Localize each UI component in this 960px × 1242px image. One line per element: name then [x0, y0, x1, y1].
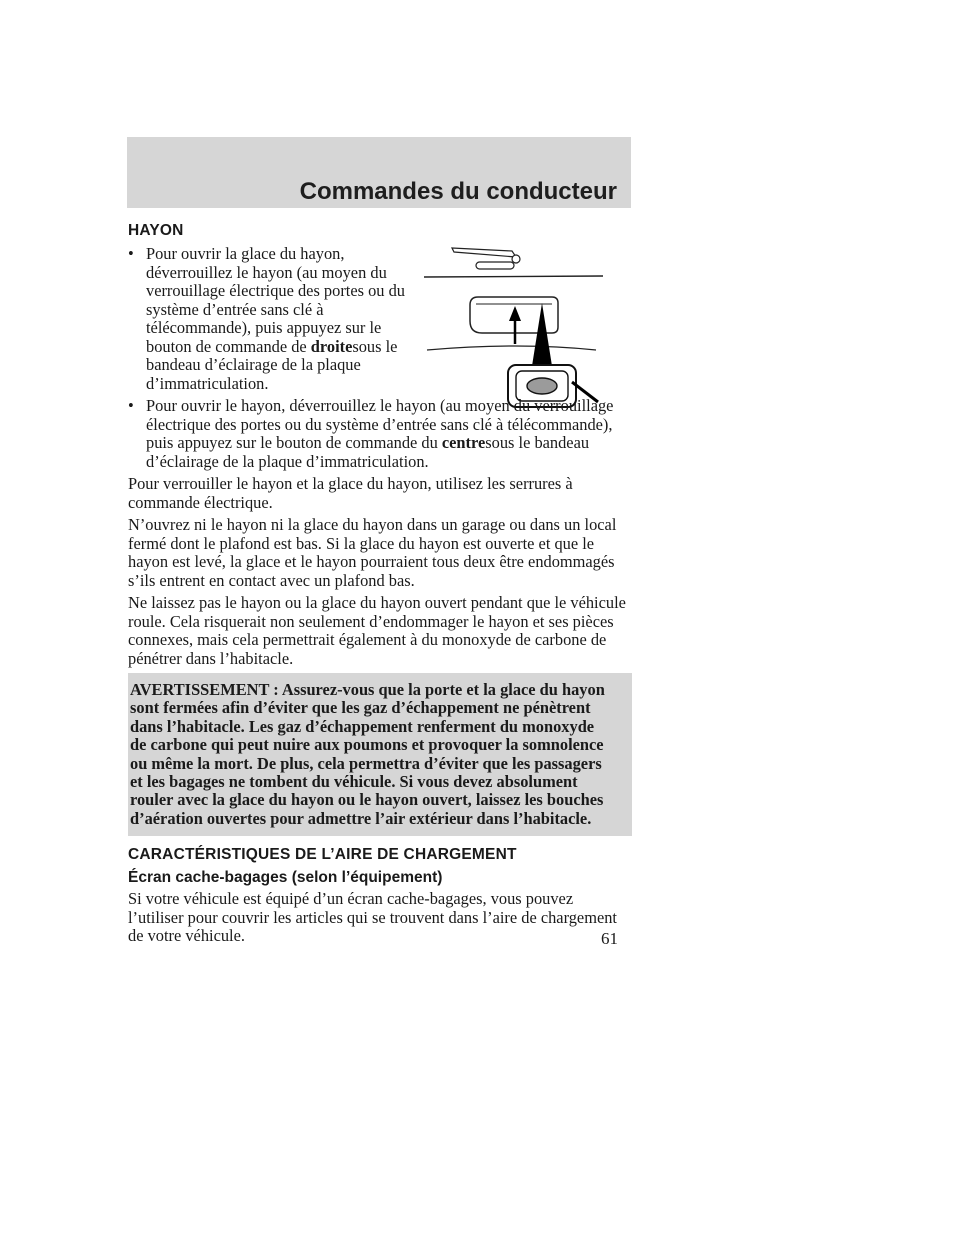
body-paragraph: Si votre véhicule est équipé d’un écran cache-bagages, vous pouvez l’utiliser pour couvrir les articles qui se trouvent dans l’aire de chargement de votre véhicule.: [128, 889, 617, 946]
bullet-item: [128, 397, 632, 471]
page-number: 61: [601, 929, 618, 948]
page-content: [128, 222, 632, 950]
bullet-text-end: sous le bandeau d’éclairage de la plaque d’immatriculation.: [146, 433, 590, 471]
bullet-text-end: sous le bandeau d’éclairage de la plaque d’immatriculation.: [146, 336, 398, 393]
bullet-text: Pour ouvrir la glace du hayon, déverrouillez le hayon (au moyen du verrouillage électrique des portes ou du système d’entrée sans clé à télécommande), puis appuyez sur le bouton de commande de: [146, 244, 405, 356]
body-paragraph: Ne laissez pas le hayon ou la glace du hayon ouvert pendant que le véhicule roule. Cela risquerait non seulement d’endommager le hayon et ses pièces connexes, mais cela permettrait également à du monoxyde de carbone de pénétrer dans l’habitacle.: [128, 593, 626, 668]
subheading-cargo-cover: Écran cache-bagages (selon l’équipement): [128, 869, 443, 887]
bullet-dot: •: [128, 396, 134, 415]
bullet-emphasis: centre: [441, 433, 486, 452]
bullet-emphasis: droite: [310, 336, 353, 356]
page-header-band: [127, 137, 631, 208]
page-header-title: Commandes du conducteur: [299, 178, 617, 205]
body-paragraph: N’ouvrez ni le hayon ni la glace du hayon dans un garage ou dans un local fermé dont le plafond est bas. Si la glace du hayon est ouverte et que le hayon est levé, la glace et le hayon pourraient tous deux être endommagés s’ils entrent en contact avec un plafond bas.: [128, 515, 617, 590]
warning-box: AVERTISSEMENT : Assurez-vous que la porte et la glace du hayon sont fermées afin d’éviter que les gaz d’échappement ne pénètrent dans l’habitacle. Les gaz d’échappement renferment du monoxyde de carbone qui peut nuire aux poumons et provoquer la somnolence ou même la mort. De plus, cela permettra d’éviter que les passagers et les bagages ne tombent du véhicule. Si vous devez absolument rouler avec la glace du hayon ou le hayon ouvert, laissez les bouches d’aération ouvertes pour admettre l’air extérieur dans l’habitacle.: [128, 673, 632, 836]
section-heading-hayon: HAYON: [128, 222, 184, 239]
bullet-item: [128, 245, 408, 393]
bullet-dot: •: [128, 244, 134, 263]
bullet-text: Pour ouvrir le hayon, déverrouillez le hayon (au moyen du verrouillage électrique des portes ou du système d’entrée sans clé à télécommande), puis appuyez sur le bouton de commande du: [146, 396, 614, 452]
section-heading-cargo-area: CARACTÉRISTIQUES DE L’AIRE DE CHARGEMENT: [128, 846, 517, 864]
body-paragraph: Pour verrouiller le hayon et la glace du hayon, utilisez les serrures à commande électrique.: [128, 474, 573, 512]
